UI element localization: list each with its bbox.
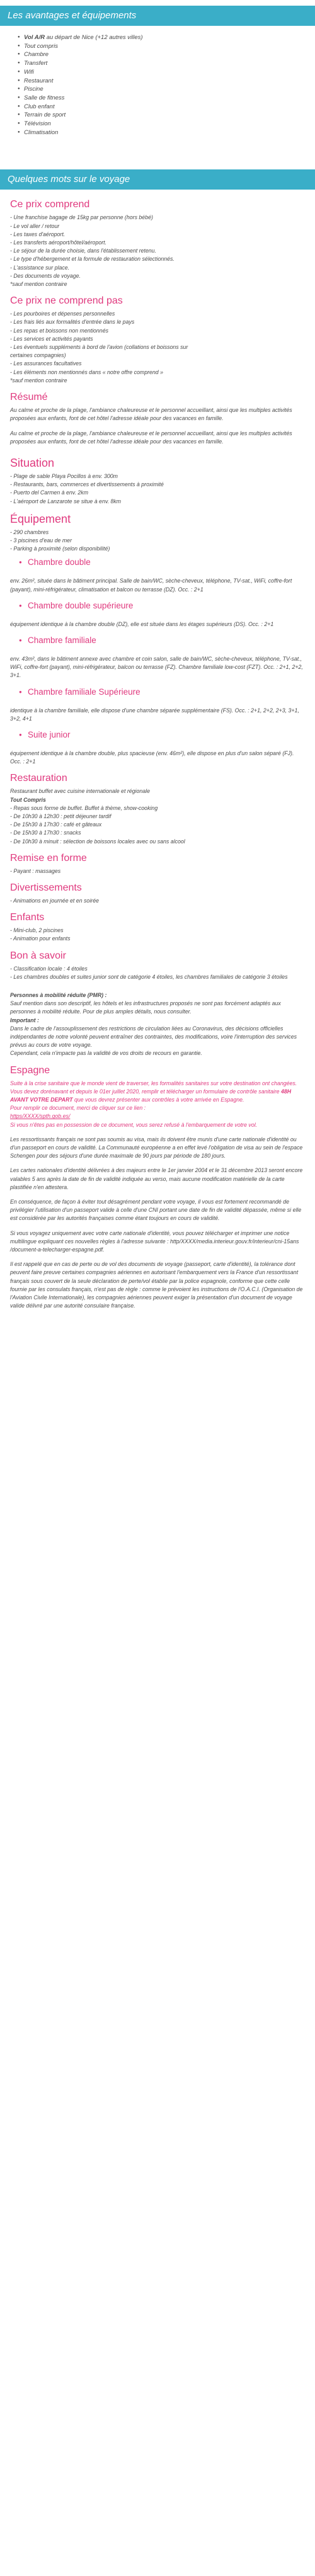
equipment-list: - 290 chambres - 3 piscines d'eau de mer - Parking à proximité (selon disponibilité) bbox=[10, 528, 110, 552]
kids-line: - Mini-club, 2 piscines bbox=[10, 927, 64, 934]
list-item: ● Club enfant bbox=[18, 103, 315, 111]
advantages-title: Les avantages et équipements bbox=[8, 10, 137, 21]
excludes-title: Ce prix ne comprend pas bbox=[10, 295, 123, 307]
entertainment-line: - Animations en journée et en soirée bbox=[10, 897, 99, 904]
about-content: Ce prix comprend - Une franchise bagage de 15kg par personne (hors bébé) - Le vol aller / retour - Les taxes d'aéroport. - Les transferts aéroport/hôtel/aéroport. - Le séjour de la durée choisie, dans l'établissement retenu. - Le type d'hébergement et la formule de restauration sélectionnés. - L'assistance sur place. - Des documents de voyage. *sauf mention contraire Ce prix ne comprend pas - Les pourboires et dépenses personnelles - Les frais liés aux formalités d'entrée dans le pays - Les repas et boissons non mentionnés - Les services et activités payants - Les éventuels suppléments à bord de l'avion (collations et boissons sur certaines compagnies) - Les assurances facultatives - Les éléments non mentionnés dans « notre offre comprend » *sauf mention contraire Résumé Au calme et proche de la plage, l'ambiance chaleureuse et le personnel accueillant, ainsi que les multiples activités proposées aux enfants, font de cet hôtel l'adresse idéale pour des vacances en famille. Au calme et proche de la plage, l'ambiance chaleureuse et le personnel accueillant, ainsi que les multiples activités proposées aux enfants, font de cet hôtel l'adresse idéale pour des vacances en famille. Situation - Plage de sable Playa Pocillos à env. 300m - Restaurants, bars, commerces et divertissements à proximité - Puerto del Carmen à env. 2km - L'aéroport de Lanzarote se situe à env. 8km Équipement - 290 chambres - 3 piscines d'eau de mer - Parking à proximité (selon disponibilité) ● Chambre double env. 26m², située dans le bâtiment principal. Salle de bain/WC, sèche-cheveux, téléphone, TV-sat., WiFi, coffre-fort (payant), mini-réfrigérateur, climatisation et balcon ou terrasse (DZ). Occ. : 2+1 ● Chambre double supérieure équipement identique à la chambre double (DZ), elle est située dans les étages supérieurs (DS). Occ. : 2+1 ● Chambre familiale env. 43m², dans le bâtiment annexe avec chambre et coin salon, salle de bain/WC, sèche-cheveux, téléphone, TV-sat., WiFi, coffre-fort (payant), mini-réfrigérateur, balcon ou terrasse (FZ). Chambre familiale low-cost (FZT). Occ. : 2+1, 2+2, 3+1. ● Chambre familiale Supérieure identique à la chambre familiale, elle dispose d'une chambre séparée supplémentaire (FS). Occ. : 2+1, 2+2, 2+3, 3+1, 3+2, 4+1 ● Suite junior équipement identique à la chambre double, plus spacieuse (env. 46m²), elle dispose en plus d'un salon séparé (FJ). Occ. : 2+1 Restauration Restaurant buffet avec cuisine internationale et régionale Tout Compris - Repas sous forme de buffet. Buffet à thème, show-cooking - De 10h30 à 12h30 : petit déjeuner tardif - De 15h30 à 17h30 : café et gâteaux - De 15h30 à 17h30 : snacks - De 10h30 à minuit : sélection de boissons locales avec ou sans alcool Remise en forme - Payant : massages Divertissements - Animations en journée et en soirée Enfants - Mini-club, 2 piscines - Animation pour enfants Bon à savoir - Classification locale : 4 étoiles - Les chambres doubles et suites junior sont de catégorie 4 étoiles, les chambres familiales de catégorie 3 étoiles Personnes à mobilité réduite (PMR) : Sauf mention dans son descriptif, les hôtels et les infrastructures proposés ne sont pas forcément adaptés aux personnes à mobilité réduite. Pour de plus amples détails, nous consulter. Important : Dans le cadre de l'assouplissement des restrictions de circulation liées au Coronavirus, des décisions officielles indépendantes de notre volonté peuvent entraîner des contraintes, des modifications, voire l'interruption des services prévus au cours de votre voyage. Cependant, cela n'impacte pas la validité de vos droits de recours en garantie. Espagne Suite à la crise sanitaire que le monde vient de traverser, les formalités sanitaires sur votre destination ont changées. Vous devez dorénavant et depuis le 01er juillet 2020, remplir et télécharger un formulaire de contrôle sanitaire 48H AVANT VOTRE DEPART que vous devrez présenter aux contrôles à votre arrivée en Espagne. Pour remplir ce document, merci de cliquer sur ce lien : https/XXXX/spth.gob.es/ Si vous n'êtes pas en possession de ce document, vous serez refusé à l'embarquement de votre vol. Les ressortissants français ne sont pas soumis au visa, mais ils doivent être munis d'une carte nationale d'identité ou d'un passeport en cours de validité. La Communauté européenne a en effet levé l'obligation de visa au sein de l'espace Schengen pour des séjours d'une durée maximale de 90 jours par période de 180 jours. Les cartes nationales d'identité délivrées à des majeurs entre le 1er janvier 2004 et le 31 décembre 2013 seront encore valables 5 ans après la date de fin de validité indiquée au verso, mais aucune modification matérielle de la carte plastifiée n'en attestera. En conséquence, de façon à éviter tout désagrément pendant votre voyage, il vous est fortement recommandé de privilégier l'utilisation d'un passeport valide à celle d'une CNI portant une date de fin de validité dépassée, même si elle est considérée par les autorités françaises comme étant toujours en cours de validité. Si vous voyagez uniquement avec votre carte nationale d'identité, vous pouvez télécharger et imprimer une notice multilingue expliquant ces nouvelles règles à l'adresse suivante : http/XXXX/media.interieur.gouv.fr/interieur/cni-15ans /document-a-telecharger-espagne.pdf. Il est rappelé que en cas de perte ou de vol des documents de voyage (passeport, carte d'identité), la tolérance dont peuvent faire preuve certaines compagnies aériennes en autorisant l'embarquement vers la France d'un ressortissant français sous couvert de la seule déclaration de perte/vol établie par la police espagnole, conforme que cette celle fournie par les consulats français, n'est pas de règle : comme le prévoient les instructions de l'O.A.C.I. (Organisation de l'Aviation Civile Internationale), les compagnies aériennes peuvent exiger la présentation d'un document de voyage valide délivré par une autorité consulaire française. bbox=[0, 190, 315, 1310]
kids-line: - Animation pour enfants bbox=[10, 935, 71, 942]
equipment-title: Équipement bbox=[10, 512, 71, 525]
pmr-title: Personnes à mobilité réduite (PMR) : bbox=[10, 992, 107, 998]
location-list: - Plage de sable Playa Pocillos à env. 300m - Restaurants, bars, commerces et divertissements à proximité - Puerto del Carmen à env. 2km - L'aéroport de Lanzarote se situe à env. 8km bbox=[10, 472, 164, 504]
list-item: ● Wifi bbox=[18, 68, 315, 77]
room-title: ● Chambre double supérieure bbox=[19, 600, 305, 612]
includes-title: Ce prix comprend bbox=[10, 199, 90, 210]
advantages-list bbox=[18, 33, 315, 137]
list-item: ● Vol A/R au départ de Nice (+12 autres villes) bbox=[18, 33, 315, 42]
good-to-know-title: Bon à savoir bbox=[10, 950, 66, 961]
room-title: ● Suite junior bbox=[19, 729, 305, 741]
excludes-list: - Les pourboires et dépenses personnelles - Les frais liés aux formalités d'entrée dans le pays - Les repas et boissons non mentionnés - Les services et activités payants - Les éventuels suppléments à bord de l'avion (collations et boissons sur certaines compagnies) - Les assurances facultatives - Les éléments non mentionnés dans « notre offre comprend » *sauf mention contraire bbox=[10, 311, 188, 384]
list-item: ● Chambre bbox=[18, 50, 315, 59]
list-item: ● Piscine bbox=[18, 85, 315, 94]
list-item: ● Terrain de sport bbox=[18, 111, 315, 120]
fitness-title: Remise en forme bbox=[10, 852, 87, 863]
restaurant-title: Restauration bbox=[10, 773, 67, 784]
spain-paragraph: Il est rappelé que en cas de perte ou de vol des documents de voyage (passeport, carte d'identité), la tolérance dont peuvent faire preuve certaines compagnies aériennes en autorisant l'embarquement vers la France d'un ressortissant français sous couvert de la seule déclaration de perte/vol établie par la police espagnole, conforme que cette celle fournie par les consulats français, n'est pas de règle : comme le prévoient les instructions de l'O.A.C.I. (Organisation de l'Aviation Civile Internationale), les compagnies aériennes peuvent exiger la présentation d'un document de voyage valide délivré par une autorité consulaire française. bbox=[10, 1261, 303, 1309]
location-title: Situation bbox=[10, 456, 55, 469]
spain-paragraph: Les cartes nationales d'identité délivrées à des majeurs entre le 1er janvier 2004 et le 31 décembre 2013 seront encore valables 5 ans après la date de fin de validité indiquée au verso, mais aucune modification matérielle de la carte plastifiée n'en attestera. bbox=[10, 1167, 303, 1190]
room-title: ● Chambre familiale bbox=[19, 635, 305, 646]
room-title: ● Chambre double bbox=[19, 557, 305, 568]
list-item: ● Salle de fitness bbox=[18, 94, 315, 103]
important-text: Cependant, cela n'impacte pas la validité de vos droits de recours en garantie. bbox=[10, 1050, 202, 1057]
summary-title: Résumé bbox=[10, 392, 48, 403]
important-title: Important : bbox=[10, 1017, 39, 1023]
spain-warning: Suite à la crise sanitaire que le monde vient de traverser, les formalités sanitaires sur votre destination ont changées. Vous devez dorénavant et depuis le 01er juillet 2020, remplir et télécharger un formulaire de contrôle sanitaire 48H AVANT VOTRE DEPART que vous devrez présenter aux contrôles à votre arrivée en Espagne. Pour remplir ce document, merci de cliquer sur ce lien : https/XXXX/spth.gob.es/ Si vous n'êtes pas en possession de ce document, vous serez refusé à l'embarquement de votre vol. bbox=[10, 1080, 297, 1128]
spain-title: Espagne bbox=[10, 1064, 50, 1076]
list-item: ● Transfert bbox=[18, 59, 315, 68]
entertainment-title: Divertissements bbox=[10, 882, 82, 893]
includes-list: - Une franchise bagage de 15kg par personne (hors bébé) - Le vol aller / retour - Les taxes d'aéroport. - Les transferts aéroport/hôtel/aéroport. - Le séjour de la durée choisie, dans l'établissement retenu. - Le type d'hébergement et la formule de restauration sélectionnés. - L'assistance sur place. - Des documents de voyage. *sauf mention contraire bbox=[10, 214, 175, 288]
list-item: ● Restaurant bbox=[18, 77, 315, 86]
room-description: équipement identique à la chambre double (DZ), elle est située dans les étages supérieurs (DS). Occ. : 2+1 bbox=[10, 620, 274, 627]
about-title: Quelques mots sur le voyage bbox=[8, 174, 130, 185]
spain-paragraph: Si vous voyagez uniquement avec votre carte nationale d'identité, vous pouvez télécharger et imprimer une notice multilingue expliquant ces nouvelles règles à l'adresse suivante : http/XXXX/media.interieur.gouv.fr/interieur/cni-15ans /document-a-telecharger-espagne.pdf. bbox=[10, 1229, 299, 1253]
kids-title: Enfants bbox=[10, 912, 45, 923]
spain-form-link[interactable]: https/XXXX/spth.gob.es/ bbox=[10, 1113, 71, 1120]
page bbox=[0, 6, 315, 1311]
list-item: ● Tout compris bbox=[18, 42, 315, 51]
room-description: identique à la chambre familiale, elle dispose d'une chambre séparée supplémentaire (FS). Occ. : 2+1, 2+2, 2+3, 3+1, 3+2, 4+1 bbox=[10, 707, 299, 722]
important-text: Dans le cadre de l'assouplissement des restrictions de circulation liées au Coronavirus, des décisions officielles indépendantes de notre volonté peuvent entraîner des contraintes, des modifications, voire l'interruption des services prévus au cours de votre voyage. bbox=[10, 1025, 297, 1049]
fitness-line: - Payant : massages bbox=[10, 867, 61, 874]
restaurant-list: Restaurant buffet avec cuisine internationale et régionale Tout Compris - Repas sous forme de buffet. Buffet à thème, show-cooking - De 10h30 à 12h30 : petit déjeuner tardif - De 15h30 à 17h30 : café et gâteaux - De 15h30 à 17h30 : snacks - De 10h30 à minuit : sélection de boissons locales avec ou sans alcool bbox=[10, 788, 185, 845]
summary-paragraph: Au calme et proche de la plage, l'ambiance chaleureuse et le personnel accueillant, ainsi que les multiples activités proposées aux enfants, font de cet hôtel l'adresse idéale pour des vacances en famille. bbox=[10, 407, 292, 422]
room-title: ● Chambre familiale Supérieure bbox=[19, 687, 305, 698]
list-item: ● Climatisation bbox=[18, 128, 315, 137]
spain-paragraph: En conséquence, de façon à éviter tout désagrément pendant votre voyage, il vous est fortement recommandé de privilégier l'utilisation d'un passeport valide à celle d'une CNI portant une date de fin de validité dépassée, même si elle est considérée par les autorités françaises comme étant toujours en cours de validité. bbox=[10, 1199, 302, 1222]
advantages-header bbox=[0, 6, 315, 26]
list-item: ● Télévision bbox=[18, 120, 315, 128]
pmr-text: Sauf mention dans son descriptif, les hôtels et les infrastructures proposés ne sont pas forcément adaptés aux personnes à mobilité réduite. Pour de plus amples détails, nous consulter. bbox=[10, 1000, 281, 1015]
room-description: env. 43m², dans le bâtiment annexe avec chambre et coin salon, salle de bain/WC, sèche-cheveux, téléphone, TV-sat., WiFi, coffre-fort (payant), mini-réfrigérateur, balcon ou terrasse (FZ). Chambre familiale low-cost (FZT). Occ. : 2+1, 2+2, 3+1. bbox=[10, 655, 303, 679]
about-header bbox=[0, 169, 315, 190]
spain-paragraph: Les ressortissants français ne sont pas soumis au visa, mais ils doivent être munis d'une carte nationale d'identité ou d'un passeport en cours de validité. La Communauté européenne a en effet levé l'obligation de visa au sein de l'espace Schengen pour des séjours d'une durée maximale de 90 jours par période de 180 jours. bbox=[10, 1136, 303, 1160]
room-description: env. 26m², située dans le bâtiment principal. Salle de bain/WC, sèche-cheveux, téléphone, TV-sat., WiFi, coffre-fort (payant), mini-réfrigérateur, climatisation et balcon ou terrasse (DZ). Occ. : 2+1 bbox=[10, 578, 292, 593]
summary-paragraph: Au calme et proche de la plage, l'ambiance chaleureuse et le personnel accueillant, ainsi que les multiples activités proposées aux enfants, font de cet hôtel l'adresse idéale pour des vacances en famille. bbox=[10, 430, 292, 445]
room-description: équipement identique à la chambre double, plus spacieuse (env. 46m²), elle dispose en plus d'un salon séparé (FJ). Occ. : 2+1 bbox=[10, 749, 294, 765]
